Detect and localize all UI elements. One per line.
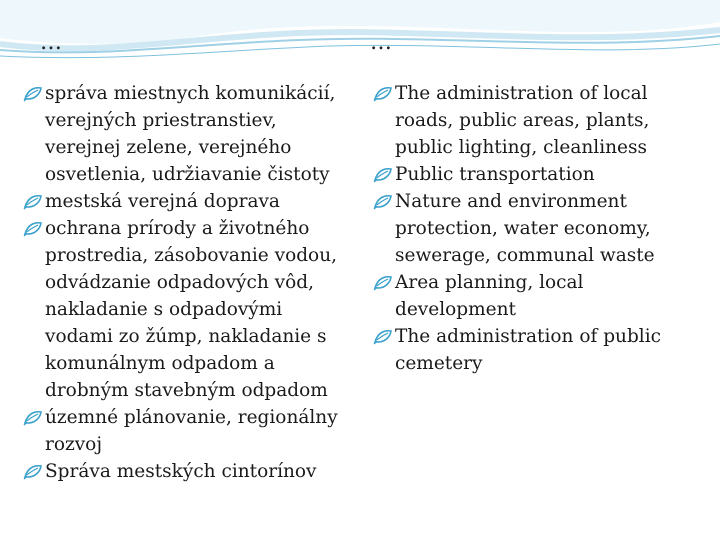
english-list-item: [370, 269, 710, 323]
leaf-bullet-icon: [372, 269, 394, 296]
slovak-list-item-text: ochrana prírody a životného prostredia, zásobovanie vodou, odvádzanie odpadových vôd, nakladanie s odpadovými vodami zo žúmp, nakladanie s komunálnym odpadom a drobným stavebným odpadom: [45, 218, 337, 401]
leaf-bullet-icon: [372, 188, 394, 215]
leaf-bullet-icon: [372, 80, 394, 107]
english-list-item-text: Area planning, local development: [395, 272, 584, 320]
leaf-bullet-icon: [22, 458, 44, 485]
slovak-list-item-text: Správa mestských cintorínov: [45, 461, 317, 482]
english-list-item: [370, 80, 710, 161]
slovak-list-item: [20, 458, 355, 485]
leaf-bullet-icon: [22, 404, 44, 431]
slovak-list-item: [20, 404, 355, 458]
english-list-item-text: Nature and environment protection, water economy, sewerage, communal waste: [395, 191, 655, 266]
leaf-bullet-icon: [22, 215, 44, 242]
english-list-item-text: The administration of public cemetery: [395, 326, 661, 374]
right-title: …: [370, 30, 393, 55]
slovak-list-item-text: územné plánovanie, regionálny rozvoj: [45, 407, 338, 455]
english-list-item: [370, 161, 710, 188]
leaf-bullet-icon: [372, 161, 394, 188]
slovak-list-item: [20, 188, 355, 215]
english-list-item: [370, 323, 710, 377]
english-list-column: [370, 80, 710, 377]
leaf-bullet-icon: [372, 323, 394, 350]
slovak-list-column: [20, 80, 355, 485]
english-list-item-text: The administration of local roads, public areas, plants, public lighting, cleanliness: [395, 83, 650, 158]
left-title: …: [40, 30, 63, 55]
slovak-bullet-list: [20, 80, 355, 485]
leaf-bullet-icon: [22, 188, 44, 215]
slovak-list-item: [20, 215, 355, 404]
leaf-bullet-icon: [22, 80, 44, 107]
english-list-item: [370, 188, 710, 269]
slovak-list-item-text: mestská verejná doprava: [45, 191, 280, 212]
slovak-list-item: [20, 80, 355, 188]
slovak-list-item-text: správa miestnych komunikácií, verejných priestranstiev, verejnej zelene, verejného osvetlenia, udržiavanie čistoty: [45, 83, 336, 185]
english-list-item-text: Public transportation: [395, 164, 595, 185]
english-bullet-list: [370, 80, 710, 377]
header-wave-decoration: [0, 0, 720, 70]
